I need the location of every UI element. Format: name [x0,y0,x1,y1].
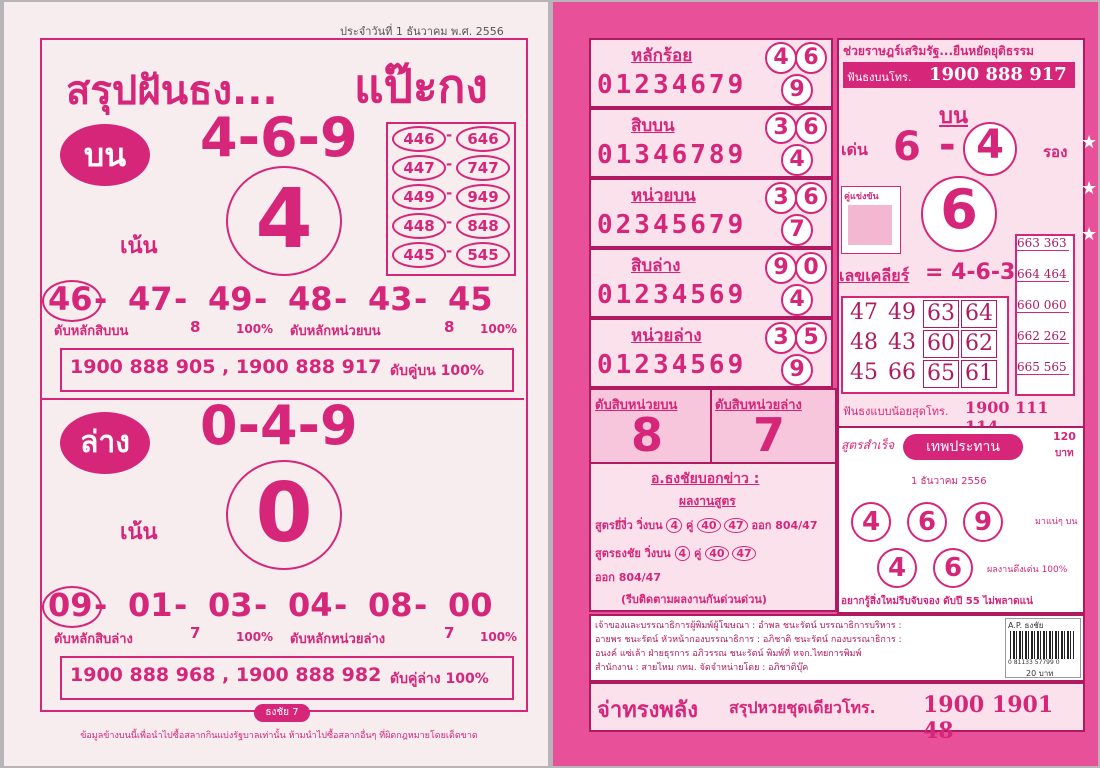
top-sub-left-pct: 100% [236,322,274,336]
news-line2 [595,544,756,562]
header-phone-label: ฟันธงบนโทร. [847,71,912,84]
formula-top-note: มาแน่ๆ บน [1035,517,1078,527]
digit-box [589,38,833,108]
bottom-number-row [42,586,522,626]
pair-second: 848 [456,213,510,239]
pair-second: 747 [456,155,510,181]
bottom-sub-right-pct: 100% [480,630,518,644]
digit-box-digits: 01234679 [597,70,747,100]
digit-box-label: สิบบน [631,116,675,136]
bottom-phone-tail: ดับคู่ล่าง 100% [390,671,489,687]
digit-box-digits: 01346789 [597,140,747,170]
grid-cell: 66 [888,360,916,385]
top-sub-right-pct: 100% [480,322,518,336]
number-row-item: 01 [128,586,173,624]
pair-row [392,126,510,152]
barcode-icon [1010,631,1074,659]
number-row-item: 48 [288,280,333,318]
barcode-price: 20 บาท [1026,669,1054,678]
grid-cell: 43 [888,330,916,355]
digit-box-circle-3: 7 [781,214,813,246]
news-line2-c: 4 [675,546,691,561]
pair-row [392,213,510,239]
number-row-dash: - [334,586,348,624]
formula-name: เทพประทาน [903,434,1023,460]
price: 120 [1053,430,1076,443]
pair-first: 449 [392,184,446,210]
big-digit: 6 [940,178,978,241]
clear-value: = 4-6-3 [925,260,1016,285]
number-row-dash: - [94,280,108,318]
pair-first: 445 [392,242,446,268]
top-sub-right: ดับหลักหน่วยบน [290,324,381,339]
top-phone-tail: ดับคู่บน 100% [390,363,484,379]
page-tag: ธงชัย 7 [254,704,310,722]
number-row-item: 47 [128,280,173,318]
star-icon: ★ [1081,224,1098,245]
kill-box [589,388,837,464]
top-label-badge: บน [60,124,150,186]
grid-cell: 61 [961,360,997,388]
bottom-banner [589,682,1085,744]
formula-circle: 6 [933,548,973,588]
pair-dash: - [446,126,453,144]
number-row-dash: - [174,280,188,318]
banner-b: สรุปหวยชุดเดียวโทร. [729,698,876,717]
digit-box [589,178,833,248]
top-phone-line: 1900 888 905 , 1900 888 917 [70,356,382,378]
barcode-num: 0 81133 57799 0 [1008,659,1060,666]
news-line1-f: ออก 804/47 [751,519,818,532]
digit-box-label: หลักร้อย [631,46,693,66]
number-row-item: 08 [368,586,413,624]
news-box [589,462,837,612]
pair-first: 446 [392,126,446,152]
grid-cell: 64 [961,300,997,328]
digit-box [589,248,833,318]
issue-date: ประจำวันที่ 1 ธันวาคม พ.ศ. 2556 [340,25,504,38]
pair-dash: - [446,242,453,260]
digit-box [589,108,833,178]
digit-box-digits: 01234569 [597,280,747,310]
news-line1-c: คู่ [685,519,694,532]
digit-box [589,318,833,388]
digit-box-circle-2: 6 [795,182,827,214]
staff-line: อายพร ชนะรัตน์ หัวหน้ากองบรรณาธิการ : อภิชาติ ชนะรัตน์ กองบรรณาธิการ : [595,635,902,645]
number-row-dash: - [254,280,268,318]
grid-cell: 65 [923,360,959,388]
pair-row [392,242,510,268]
pair-dash: - [446,213,453,231]
thumb-title: คู่แข่งขัน [844,192,879,202]
digit-box-circle-3: 9 [781,354,813,386]
left-page [4,2,548,766]
star-icon: ★ [1081,132,1098,153]
bottom-sub-left-num: 7 [190,624,201,642]
news-line1 [595,516,818,534]
top-sub-right-num: 8 [444,318,455,336]
side-list-item: 662 262 [1017,329,1069,344]
grid-cell: 48 [850,330,878,355]
price-unit: บาท [1055,448,1074,459]
left-title: สรุปฝันธง... [66,68,278,114]
main-a: 6 [893,124,921,170]
pair-row [392,155,510,181]
staff-box [589,614,1085,682]
bottom-emphasis-label: เน้น [120,520,158,545]
bottom-sub-left-pct: 100% [236,630,274,644]
low-phone-label: ฟันธงแบบน้อยสุดโทร. [843,405,949,418]
formula-footer: อยากรู้สิ่งใหม่รีบจับจอง ดับปี 55 ไม่พลาดแน่ [841,596,1033,607]
grid-cell: 45 [850,360,878,385]
digit-box-digits: 01234569 [597,350,747,380]
number-row-dash: - [414,280,428,318]
banner-a: จ่าทรงพลัง [597,698,699,723]
number-row-item: 09 [48,586,93,624]
header-text: ช่วยราษฎร์เสริมรัฐ...ยืนหยัดยุติธรรม [843,44,1034,58]
news-line4: (รีบติดตามผลงานกันด่วนด่วน) [621,593,767,606]
news-line2-e: 40 [705,546,728,561]
bottom-sub-right: ดับหลักหน่วยล่าง [290,632,386,647]
bottom-combo: 0-4-9 [200,394,358,457]
barcode-block [1005,618,1081,678]
number-row-dash: - [94,586,108,624]
main-dash: - [939,122,956,168]
news-result: ผลงานสูตร [679,494,736,508]
pair-first: 448 [392,213,446,239]
number-row-item: 04 [288,586,333,624]
analysis-box [837,38,1085,428]
side-list-item: 663 363 [1017,236,1069,251]
news-line3: ออก 804/47 [595,571,661,584]
number-row-item: 03 [208,586,253,624]
grid-cell: 60 [923,330,959,358]
news-line1-b: 4 [666,518,682,533]
sub-label: รอง [1043,143,1068,161]
pair-dash: - [446,184,453,202]
digit-box-circle-2: 6 [795,42,827,74]
barcode-tag: A.P. ธงชัย [1008,621,1044,630]
formula-label: สูตรสำเร็จ [841,438,895,452]
digit-box-label: หน่วยบน [631,186,696,206]
number-row-item: 00 [448,586,493,624]
top-emphasis-digit: 4 [255,172,313,267]
news-line1-e: 47 [724,518,747,533]
main-b: 4 [976,122,1004,168]
pair-second: 545 [456,242,510,268]
digit-box-circle-3: 4 [781,284,813,316]
formula-circle: 4 [851,502,891,542]
number-row-dash: - [174,586,188,624]
digit-box-circle-2: 5 [795,322,827,354]
news-line1-d: 40 [697,518,720,533]
top-label: บน [939,104,969,129]
number-row-item: 49 [208,280,253,318]
kill-divider [710,390,712,462]
digit-box-circle-3: 4 [781,144,813,176]
number-row-item: 46 [48,280,93,318]
number-row-dash: - [254,586,268,624]
formula-box [837,426,1085,614]
left-title-side: แป๊ะกง [354,59,488,113]
digit-box-circle-1: 3 [765,182,797,214]
clear-label: เลขเคลียร์ [839,266,910,285]
pair-dash: - [446,155,453,173]
pair-row [392,184,510,210]
digit-box-label: สิบล่าง [631,256,681,276]
staff-line: สำนักงาน : สายไหม กทม. จัดจำหน่ายโดย : อภิชาติบุ๊ค [595,663,809,673]
digit-box-circle-3: 9 [781,74,813,106]
right-page [553,2,1098,766]
digit-box-circle-2: 6 [795,112,827,144]
side-list-item: 660 060 [1017,298,1069,313]
grid-cell: 47 [850,300,878,325]
digit-box-circle-2: 0 [795,252,827,284]
formula-date: 1 ธันวาคม 2556 [911,476,987,487]
formula-circle: 9 [963,502,1003,542]
thumbnail-card [841,186,901,254]
formula-bottom-note: ผลงานดึงเด่น 100% [987,565,1068,575]
pair-second: 949 [456,184,510,210]
number-grid-cells [841,296,1005,390]
number-row-dash: - [414,586,428,624]
digit-box-circle-1: 3 [765,322,797,354]
news-title: อ.ธงชัยบอกข่าว : [651,471,760,487]
main-label: เด่น [841,140,868,159]
news-line2-f: 47 [732,546,755,561]
digit-box-circle-1: 4 [765,42,797,74]
low-phone: 1900 111 [965,398,1049,417]
grid-cell: 63 [923,300,959,328]
bottom-sub-left: ดับหลักสิบล่าง [54,632,133,647]
kill-tens-value: 8 [631,408,664,462]
news-line1-a: สูตรยี่งี่ว วิ่งบน [595,519,663,532]
pair-first: 447 [392,155,446,181]
digit-box-digits: 02345679 [597,210,747,240]
formula-circle: 6 [907,502,947,542]
top-combo: 4-6-9 [200,106,358,169]
header-phone: 1900 888 917 [929,64,1067,85]
star-icon: ★ [1081,178,1098,199]
side-list-item: 664 464 [1017,267,1069,282]
formula-circle: 4 [877,548,917,588]
bottom-label-badge: ล่าง [60,412,150,474]
number-row-dash: - [334,280,348,318]
news-line2-d: คู่ [694,547,702,560]
banner-phone: 1900 1901 48 [923,692,1054,744]
kill-tens-label: ดับสิบหน่วยบน [595,398,678,413]
digit-box-label: หน่วยล่าง [631,326,702,346]
number-row-item: 43 [368,280,413,318]
news-line2-b: วิ่งบน [644,547,671,560]
staff-line: เจ้าของและบรรณาธิการผู้พิมพ์ผู้โฆษณา : อำพล ชนะรัตน์ บรรณาธิการบริหาร : [595,621,902,631]
top-emphasis-label: เน้น [120,234,158,259]
digit-box-circle-1: 9 [765,252,797,284]
thumb-image [848,205,892,245]
formula-circles-top [851,502,1051,542]
top-number-row [42,280,522,320]
bottom-emphasis-digit: 0 [255,466,313,561]
kill-units-value: 7 [753,408,786,462]
bottom-sub-right-num: 7 [444,624,455,642]
staff-line: อนงค์ แซ่เล้า ฝ่ายธุรการ อภิวรรณ ชนะรัตน์ พิมพ์ที่ หจก.ไทยการพิมพ์ [595,649,862,659]
number-row-item: 45 [448,280,493,318]
news-line2-a: สูตรธงชัย [595,547,641,560]
digit-box-circle-1: 3 [765,112,797,144]
pair-second: 646 [456,126,510,152]
grid-cell: 62 [961,330,997,358]
grid-cell: 49 [888,300,916,325]
top-sub-left: ดับหลักสิบบน [54,324,129,339]
side-list-item: 665 565 [1017,360,1069,375]
bottom-phone-line: 1900 888 968 , 1900 888 982 [70,664,382,686]
left-footer: ข้อมูลข้างบนนี้เพื่อนำไปซื้อสลากกินแบ่งรัฐบาลเท่านั้น ห้ามนำไปซื้อสลากอื่นๆ ที่ผิดกฎหมายโดยเด็ดขาด [80,731,478,741]
kill-units-label: ดับสิบหน่วยล่าง [715,398,802,413]
top-sub-left-num: 8 [190,318,201,336]
